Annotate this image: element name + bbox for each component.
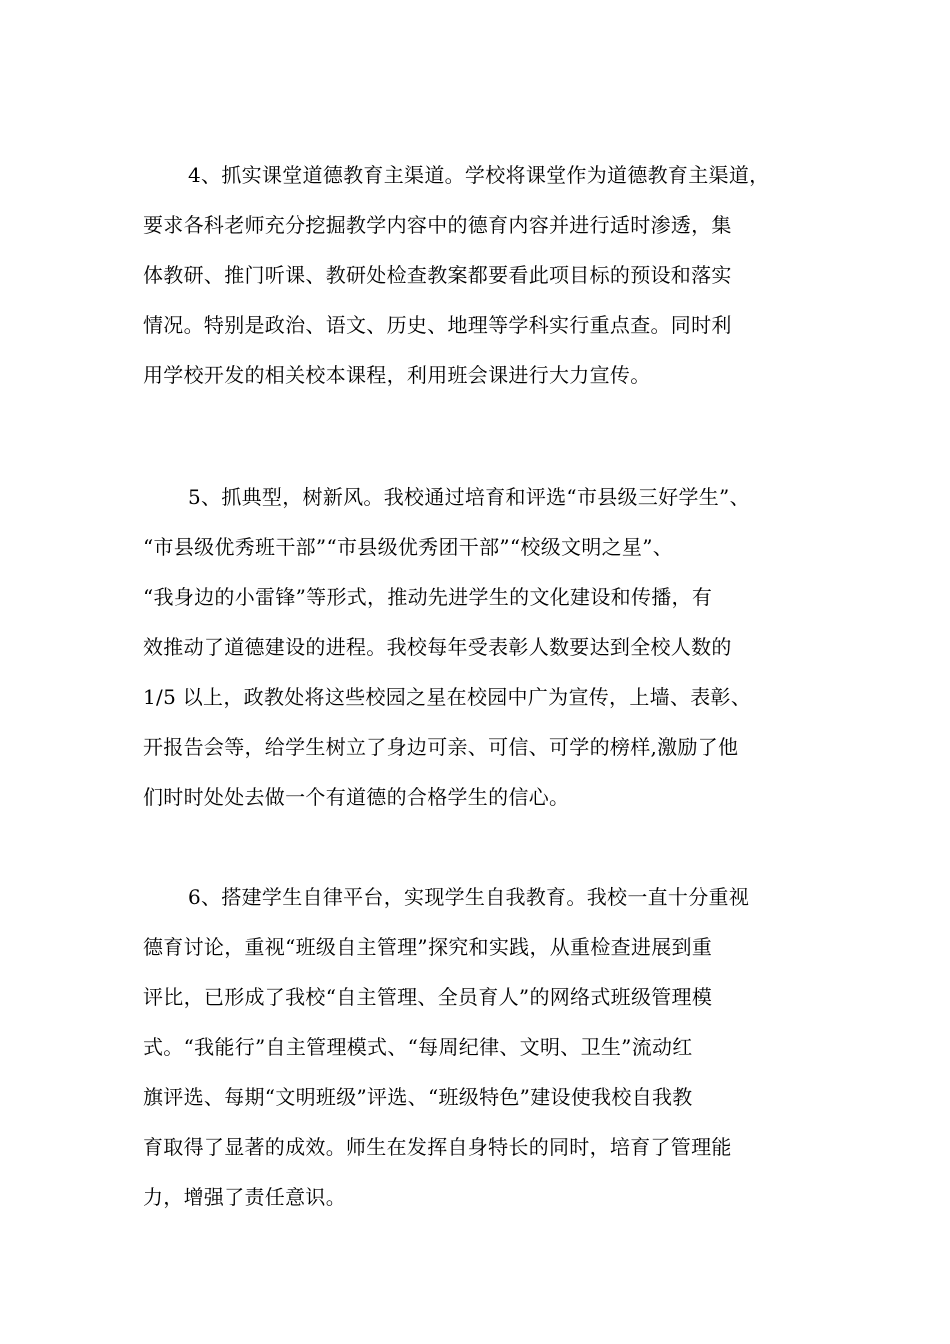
paragraph-line: 们时时处处去做一个有道德的合格学生的信心。 — [143, 785, 570, 809]
paragraph-line: “市县级优秀班干部”“市县级优秀团干部”“校级文明之星”、 — [143, 535, 674, 559]
paragraph-line: 1/5 以上，政教处将这些校园之星在校园中广为宣传，上墙、表彰、 — [143, 685, 752, 709]
paragraph-line: 4、抓实课堂道德教育主渠道。学校将课堂作为道德教育主渠道， — [188, 163, 770, 187]
paragraph-line: 体教研、推门听课、教研处检查教案都要看此项目标的预设和落实 — [143, 263, 732, 287]
paragraph-self-discipline-platform — [143, 872, 833, 1222]
paragraph-line: 旗评选、每期“文明班级”评选、“班级特色”建设使我校自我教 — [143, 1085, 693, 1109]
paragraph-line: “我身边的小雷锋”等形式，推动先进学生的文化建设和传播，有 — [143, 585, 713, 609]
paragraph-line: 育取得了显著的成效。师生在发挥自身特长的同时，培育了管理能 — [143, 1135, 732, 1159]
paragraph-line: 效推动了道德建设的进程。我校每年受表彰人数要达到全校人数的 — [143, 635, 732, 659]
paragraph-line: 用学校开发的相关校本课程，利用班会课进行大力宣传。 — [143, 363, 651, 387]
paragraph-line: 5、抓典型，树新风。我校通过培育和评选“市县级三好学生”、 — [188, 485, 750, 509]
paragraph-classroom-moral-education — [143, 150, 833, 400]
paragraph-line: 要求各科老师充分挖掘教学内容中的德育内容并进行适时渗透，集 — [143, 213, 732, 237]
paragraph-line: 开报告会等，给学生树立了身边可亲、可信、可学的榜样,激励了他 — [143, 735, 739, 759]
paragraph-line: 6、搭建学生自律平台，实现学生自我教育。我校一直十分重视 — [188, 885, 750, 909]
paragraph-line: 情况。特别是政治、语文、历史、地理等学科实行重点查。同时利 — [143, 313, 732, 337]
paragraph-line: 德育讨论，重视“班级自主管理”探究和实践，从重检查进展到重 — [143, 935, 713, 959]
paragraph-role-models — [143, 472, 833, 822]
paragraph-line: 力，增强了责任意识。 — [143, 1185, 346, 1209]
paragraph-line: 评比，已形成了我校“自主管理、全员育人”的网络式班级管理模 — [143, 985, 713, 1009]
paragraph-line: 式。“我能行”自主管理模式、“每周纪律、文明、卫生”流动红 — [143, 1035, 693, 1059]
